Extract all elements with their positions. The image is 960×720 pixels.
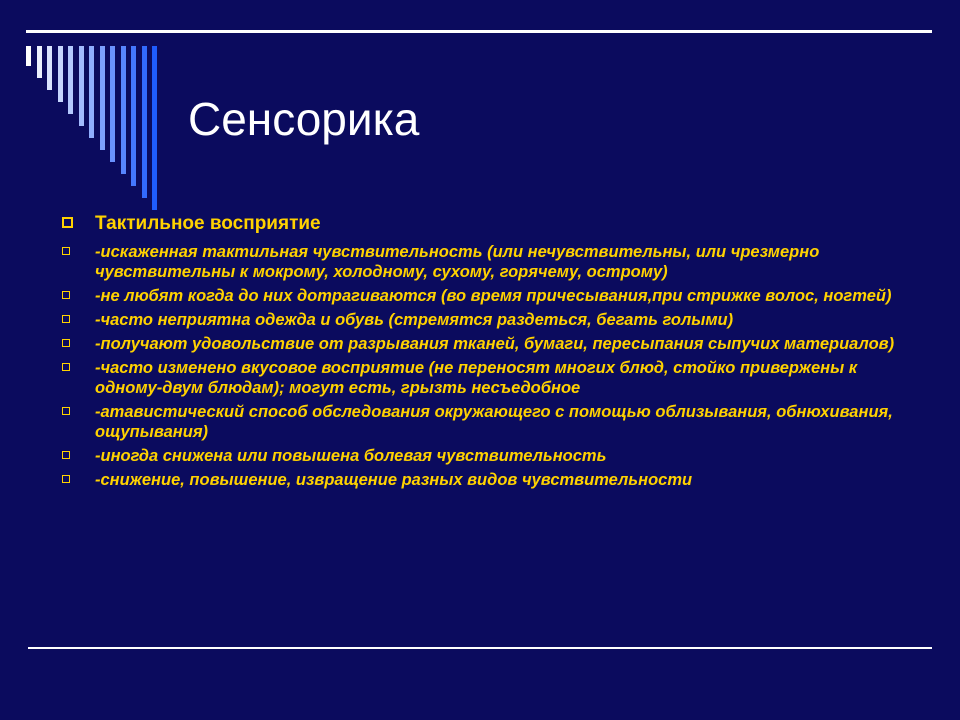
- bullet-list: [62, 212, 922, 494]
- square-bullet-icon: [62, 451, 70, 459]
- square-bullet-icon: [62, 315, 70, 323]
- list-heading: [62, 212, 922, 236]
- top-divider: [26, 30, 932, 33]
- slide-title: Сенсорика: [188, 93, 420, 145]
- stripe-bar: [47, 46, 52, 90]
- list-item: [62, 334, 922, 354]
- square-bullet-icon: [62, 291, 70, 299]
- stripe-bar: [142, 46, 147, 198]
- square-bullet-icon: [62, 363, 70, 371]
- stripe-bar: [121, 46, 126, 174]
- stripe-bar: [131, 46, 136, 186]
- square-bullet-icon: [62, 247, 70, 255]
- stripe-bar: [110, 46, 115, 162]
- list-item-text: -снижение, повышение, извращение разных видов чувствительности: [95, 471, 693, 489]
- square-bullet-icon: [62, 475, 70, 483]
- bottom-divider: [28, 647, 932, 649]
- list-item: [62, 310, 922, 330]
- stripe-bar: [68, 46, 73, 114]
- list-item: [62, 358, 922, 398]
- square-bullet-icon: [62, 217, 73, 228]
- stripe-bar: [58, 46, 63, 102]
- stripe-bar: [152, 46, 157, 210]
- stripe-bar: [26, 46, 31, 66]
- square-bullet-icon: [62, 339, 70, 347]
- stripe-bar: [37, 46, 42, 78]
- stripe-bar: [89, 46, 94, 138]
- list-item: [62, 402, 922, 442]
- list-item-text: -часто изменено вкусовое восприятие (не переносят многих блюд, стойко привержены к одному-двум блюдам); могут есть, грызть несъедобное: [95, 359, 858, 397]
- list-item-text: -не любят когда до них дотрагиваются (во время причесывания,при стрижке волос, ногтей): [95, 287, 892, 305]
- stripe-bar: [100, 46, 105, 150]
- list-item-text: -искаженная тактильная чувствительность (или нечувствительны, или чрезмерно чувствительны к мокрому, холодному, сухому, горячему, острому): [95, 243, 820, 281]
- list-item: [62, 242, 922, 282]
- list-item-text: -иногда снижена или повышена болевая чувствительность: [95, 447, 607, 465]
- list-item: [62, 286, 922, 306]
- list-item-text: -часто неприятна одежда и обувь (стремятся раздеться, бегать голыми): [95, 311, 734, 329]
- list-item: [62, 470, 922, 490]
- square-bullet-icon: [62, 407, 70, 415]
- list-item-text: -получают удовольствие от разрывания тканей, бумаги, пересыпания сыпучих материалов): [95, 335, 895, 353]
- list-item-text: -атавистический способ обследования окружающего с помощью облизывания, обнюхивания, ощупывания): [95, 403, 893, 441]
- list-item: [62, 446, 922, 466]
- stripe-bar: [79, 46, 84, 126]
- heading-text: Тактильное восприятие: [95, 213, 321, 234]
